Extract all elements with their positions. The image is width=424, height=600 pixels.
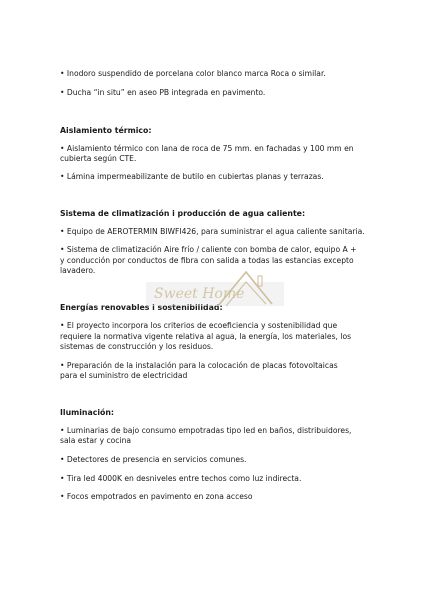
bullet-climatizacion-line2: y conducción por conductos de fibra con salida a todas las estancias excepto: [60, 256, 354, 265]
bullet-proyecto-line1: • El proyecto incorpora los criterios de ecoeficiencia y sostenibilidad que: [60, 321, 338, 330]
watermark-text: Sweet Home: [154, 286, 245, 302]
bullet-aerotermin: • Equipo de AEROTERMIN BIWFI426, para suministrar el agua caliente sanitaria.: [60, 227, 365, 236]
sweet-home-watermark: [146, 268, 284, 324]
house-roof-icon: [216, 268, 274, 308]
bullet-aislamiento-line2: cubierta según CTE.: [60, 154, 137, 163]
heading-iluminacion: Iluminación:: [60, 408, 115, 417]
heading-aislamiento: Aislamiento térmico:: [60, 126, 152, 135]
bullet-inodoro: • Inodoro suspendido de porcelana color blanco marca Roca o similar.: [60, 69, 326, 78]
heading-energias: Energías renovables i sostenibilidad:: [60, 303, 223, 312]
bullet-preparacion-line2: para el suministro de electricidad: [60, 371, 188, 380]
bullet-luminarias-line2: sala estar y cocina: [60, 436, 132, 445]
heading-climatizacion: Sistema de climatización i producción de agua caliente:: [60, 209, 306, 218]
bullet-ducha: • Ducha “in situ” en aseo PB integrada en pavimento.: [60, 88, 266, 97]
bullet-climatizacion-line1: • Sistema de climatización Aire frío / caliente con bomba de calor, equipo A +: [60, 245, 357, 254]
bullet-detectores: • Detectores de presencia en servicios comunes.: [60, 455, 247, 464]
bullet-proyecto-line2: requiere la normativa vigente relativa al agua, la energía, los materiales, los: [60, 332, 352, 341]
bullet-proyecto-line3: sistemas de construcción y los residuos.: [60, 342, 214, 351]
bullet-lamina: • Lámina impermeabilizante de butilo en cubiertas planas y terrazas.: [60, 172, 324, 181]
bullet-luminarias-line1: • Luminarias de bajo consumo empotradas tipo led en baños, distribuidores,: [60, 426, 352, 435]
bullet-aislamiento-line1: • Aislamiento térmico con lana de roca de 75 mm. en fachadas y 100 mm en: [60, 144, 354, 153]
bullet-tira-led: • Tira led 4000K en desniveles entre techos como luz indirecta.: [60, 474, 302, 483]
bullet-preparacion-line1: • Preparación de la instalación para la colocación de placas fotovoltaicas: [60, 361, 338, 370]
bullet-climatizacion-line3: lavadero.: [60, 266, 96, 275]
bullet-focos: • Focos empotrados en pavimento en zona acceso: [60, 492, 253, 501]
